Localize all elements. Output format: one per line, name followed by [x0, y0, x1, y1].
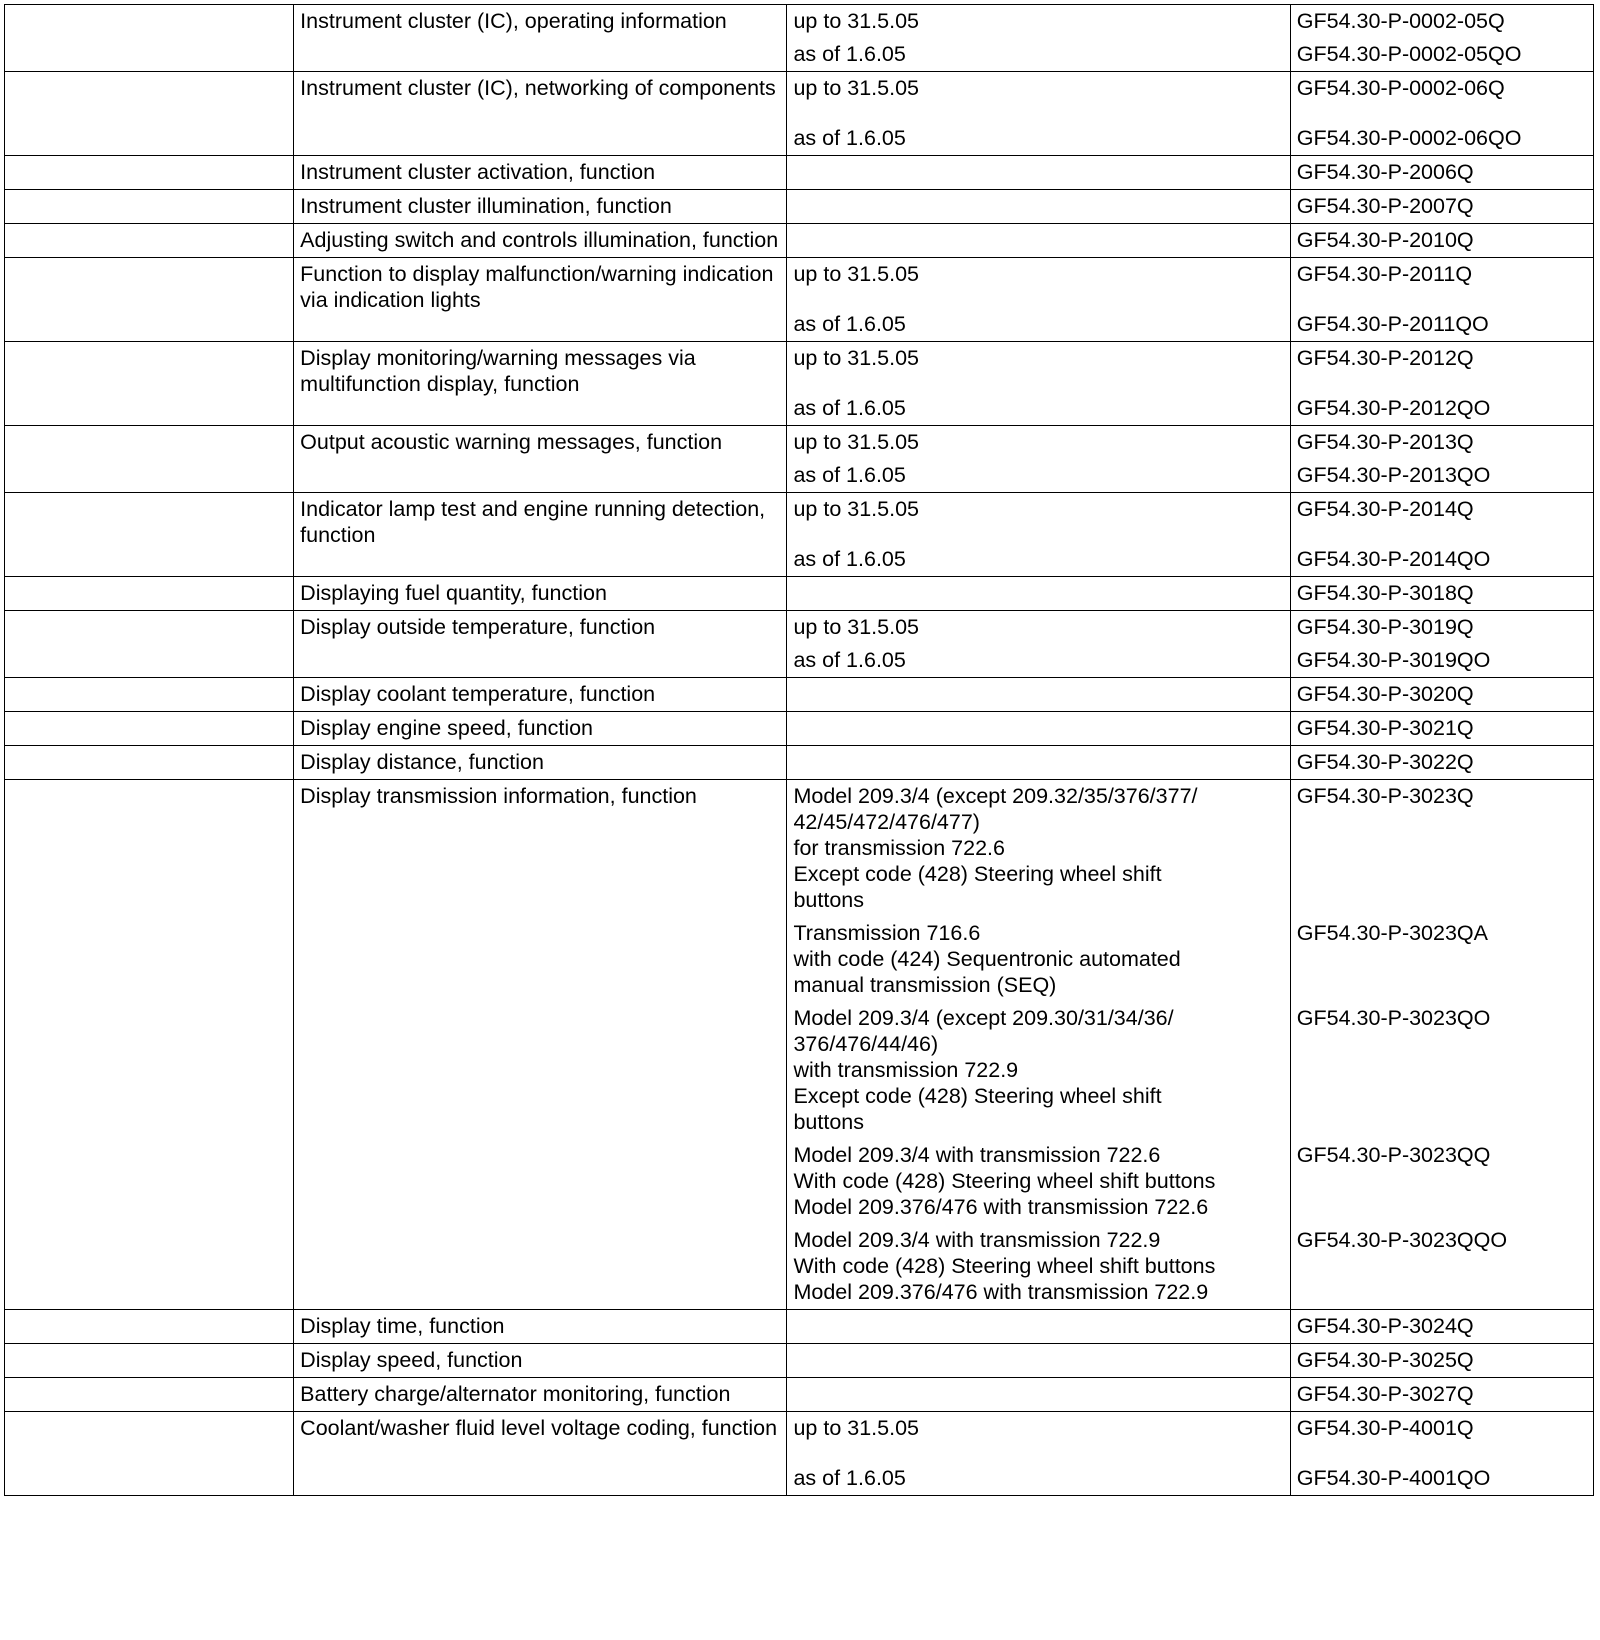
condition-cell [787, 38, 1290, 72]
condition-cell [787, 780, 1290, 918]
condition-cell [787, 1224, 1290, 1310]
document-reference: GF54.30-P-2012Q [1290, 342, 1593, 376]
blank-cell [5, 493, 294, 577]
blank-cell [5, 342, 294, 426]
blank-cell [5, 426, 294, 493]
function-title: Adjusting switch and controls illumination, function [294, 224, 787, 258]
condition-cell [787, 1412, 1290, 1446]
condition-line: Model 209.3/4 (except 209.30/31/34/36/ [793, 1006, 1174, 1030]
table-row [5, 258, 1594, 292]
condition-line: up to 31.5.05 [793, 76, 919, 100]
function-title: Output acoustic warning messages, function [294, 426, 787, 493]
condition-line: as of 1.6.05 [793, 648, 906, 672]
table-body [5, 5, 1594, 1496]
condition-line: up to 31.5.05 [793, 346, 919, 370]
function-title: Coolant/washer fluid level voltage coding, function [294, 1412, 787, 1496]
blank-cell [5, 712, 294, 746]
document-reference: GF54.30-P-0002-05Q [1290, 5, 1593, 39]
blank-cell [5, 156, 294, 190]
condition-cell [787, 611, 1290, 645]
condition-line: Transmission 716.6 [793, 921, 981, 945]
blank-cell [5, 224, 294, 258]
document-reference: GF54.30-P-3023QQO [1290, 1224, 1593, 1310]
table-row [5, 1310, 1594, 1344]
condition-cell [787, 712, 1290, 746]
blank-cell [5, 1378, 294, 1412]
document-reference: GF54.30-P-2006Q [1290, 156, 1593, 190]
condition-cell [787, 493, 1290, 527]
function-title: Instrument cluster illumination, function [294, 190, 787, 224]
document-reference: GF54.30-P-3027Q [1290, 1378, 1593, 1412]
document-reference: GF54.30-P-3018Q [1290, 577, 1593, 611]
table-row [5, 190, 1594, 224]
document-reference: GF54.30-P-3025Q [1290, 1344, 1593, 1378]
function-title: Instrument cluster (IC), networking of components [294, 72, 787, 156]
condition-cell [787, 190, 1290, 224]
table-row [5, 746, 1594, 780]
condition-cell [787, 1139, 1290, 1224]
table-row [5, 72, 1594, 106]
condition-cell [787, 105, 1290, 156]
document-table [4, 4, 1594, 1496]
document-reference: GF54.30-P-2011Q [1290, 258, 1593, 292]
function-title: Display speed, function [294, 1344, 787, 1378]
condition-cell [787, 1445, 1290, 1496]
condition-cell [787, 577, 1290, 611]
condition-line: With code (428) Steering wheel shift buttons [793, 1254, 1216, 1278]
condition-line: as of 1.6.05 [793, 126, 906, 150]
table-row [5, 712, 1594, 746]
function-title: Display transmission information, function [294, 780, 787, 1310]
condition-line: buttons [793, 1110, 864, 1134]
condition-cell [787, 258, 1290, 292]
condition-line: manual transmission (SEQ) [793, 973, 1057, 997]
condition-line: up to 31.5.05 [793, 497, 919, 521]
blank-cell [5, 577, 294, 611]
condition-line: with code (424) Sequentronic automated [793, 947, 1181, 971]
condition-line: Except code (428) Steering wheel shift [793, 862, 1162, 886]
function-title: Display time, function [294, 1310, 787, 1344]
condition-line: up to 31.5.05 [793, 615, 919, 639]
blank-cell [5, 1310, 294, 1344]
document-reference: GF54.30-P-2012QO [1290, 375, 1593, 426]
function-title: Display engine speed, function [294, 712, 787, 746]
condition-cell [787, 1002, 1290, 1139]
document-reference: GF54.30-P-2011QO [1290, 291, 1593, 342]
condition-cell [787, 5, 1290, 39]
function-title: Indicator lamp test and engine running detection, function [294, 493, 787, 577]
table-row [5, 780, 1594, 918]
table-row [5, 224, 1594, 258]
document-reference: GF54.30-P-2014Q [1290, 493, 1593, 527]
condition-cell [787, 644, 1290, 678]
function-title: Displaying fuel quantity, function [294, 577, 787, 611]
blank-cell [5, 72, 294, 156]
condition-line: Model 209.3/4 with transmission 722.6 [793, 1143, 1161, 1167]
document-reference: GF54.30-P-2013Q [1290, 426, 1593, 460]
condition-line: as of 1.6.05 [793, 463, 906, 487]
condition-line: as of 1.6.05 [793, 42, 906, 66]
condition-line: Model 209.376/476 with transmission 722.9 [793, 1280, 1209, 1304]
condition-cell [787, 459, 1290, 493]
function-title: Display distance, function [294, 746, 787, 780]
condition-cell [787, 526, 1290, 577]
condition-line: Model 209.3/4 (except 209.32/35/376/377/ [793, 784, 1198, 808]
function-title: Display monitoring/warning messages via multifunction display, function [294, 342, 787, 426]
document-reference: GF54.30-P-2010Q [1290, 224, 1593, 258]
document-reference: GF54.30-P-3023QQ [1290, 1139, 1593, 1224]
blank-cell [5, 5, 294, 72]
document-reference: GF54.30-P-2007Q [1290, 190, 1593, 224]
condition-line: as of 1.6.05 [793, 1466, 906, 1490]
condition-cell [787, 678, 1290, 712]
condition-line: up to 31.5.05 [793, 262, 919, 286]
function-title: Display outside temperature, function [294, 611, 787, 678]
condition-cell [787, 917, 1290, 1002]
table-row [5, 577, 1594, 611]
condition-cell [787, 1310, 1290, 1344]
condition-line: buttons [793, 888, 864, 912]
condition-cell [787, 1378, 1290, 1412]
document-reference: GF54.30-P-0002-06Q [1290, 72, 1593, 106]
document-reference: GF54.30-P-3020Q [1290, 678, 1593, 712]
condition-cell [787, 291, 1290, 342]
document-reference: GF54.30-P-0002-06QO [1290, 105, 1593, 156]
table-row [5, 5, 1594, 39]
function-title: Instrument cluster (IC), operating information [294, 5, 787, 72]
condition-line: Except code (428) Steering wheel shift [793, 1084, 1162, 1108]
condition-cell [787, 224, 1290, 258]
condition-line: as of 1.6.05 [793, 547, 906, 571]
condition-cell [787, 342, 1290, 376]
document-reference: GF54.30-P-0002-05QO [1290, 38, 1593, 72]
document-reference: GF54.30-P-2014QO [1290, 526, 1593, 577]
document-reference: GF54.30-P-3023Q [1290, 780, 1593, 918]
condition-cell [787, 746, 1290, 780]
blank-cell [5, 190, 294, 224]
condition-line: 376/476/44/46) [793, 1032, 939, 1056]
blank-cell [5, 1344, 294, 1378]
document-reference: GF54.30-P-3021Q [1290, 712, 1593, 746]
document-reference: GF54.30-P-3024Q [1290, 1310, 1593, 1344]
document-reference: GF54.30-P-3023QA [1290, 917, 1593, 1002]
condition-line: for transmission 722.6 [793, 836, 1005, 860]
table-row [5, 1378, 1594, 1412]
table-row [5, 493, 1594, 527]
condition-line: as of 1.6.05 [793, 396, 906, 420]
function-title: Instrument cluster activation, function [294, 156, 787, 190]
table-row [5, 611, 1594, 645]
table-row [5, 156, 1594, 190]
table-row [5, 1344, 1594, 1378]
document-reference: GF54.30-P-4001QO [1290, 1445, 1593, 1496]
table-row [5, 342, 1594, 376]
table-row [5, 1412, 1594, 1446]
condition-cell [787, 156, 1290, 190]
condition-line: up to 31.5.05 [793, 9, 919, 33]
condition-line: Model 209.3/4 with transmission 722.9 [793, 1228, 1161, 1252]
condition-line: as of 1.6.05 [793, 312, 906, 336]
condition-line: up to 31.5.05 [793, 430, 919, 454]
condition-cell [787, 1344, 1290, 1378]
blank-cell [5, 1412, 294, 1496]
table-row [5, 426, 1594, 460]
blank-cell [5, 746, 294, 780]
blank-cell [5, 678, 294, 712]
condition-cell [787, 375, 1290, 426]
function-title: Function to display malfunction/warning indication via indication lights [294, 258, 787, 342]
table-row [5, 678, 1594, 712]
condition-line: With code (428) Steering wheel shift buttons [793, 1169, 1216, 1193]
document-reference: GF54.30-P-3019Q [1290, 611, 1593, 645]
function-title: Display coolant temperature, function [294, 678, 787, 712]
condition-cell [787, 426, 1290, 460]
document-reference: GF54.30-P-3019QO [1290, 644, 1593, 678]
function-title: Battery charge/alternator monitoring, function [294, 1378, 787, 1412]
blank-cell [5, 611, 294, 678]
condition-line: with transmission 722.9 [793, 1058, 1019, 1082]
document-reference: GF54.30-P-3022Q [1290, 746, 1593, 780]
condition-cell [787, 72, 1290, 106]
blank-cell [5, 780, 294, 1310]
condition-line: up to 31.5.05 [793, 1416, 919, 1440]
condition-line: 42/45/472/476/477) [793, 810, 980, 834]
document-reference: GF54.30-P-3023QO [1290, 1002, 1593, 1139]
document-reference: GF54.30-P-4001Q [1290, 1412, 1593, 1446]
blank-cell [5, 258, 294, 342]
condition-line: Model 209.376/476 with transmission 722.6 [793, 1195, 1209, 1219]
document-reference: GF54.30-P-2013QO [1290, 459, 1593, 493]
